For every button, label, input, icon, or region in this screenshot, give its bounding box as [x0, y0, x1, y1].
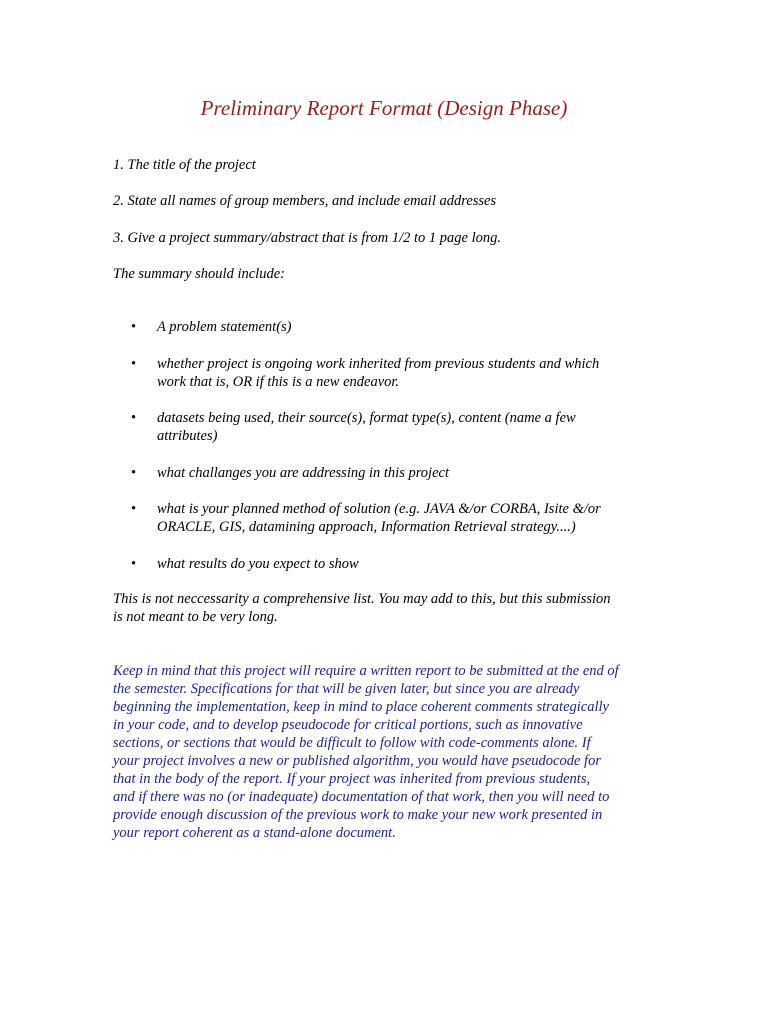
- bullet-dot-icon: •: [131, 356, 137, 372]
- item-project-title: 1. The title of the project: [113, 157, 256, 173]
- bullet-dot-icon: •: [131, 410, 137, 426]
- item-group-members: 2. State all names of group members, and include email addresses: [113, 193, 497, 209]
- bullet-text: what challanges you are addressing in this project: [157, 465, 449, 481]
- bullet-dot-icon: •: [131, 319, 137, 335]
- document-title: Preliminary Report Format (Design Phase): [200, 96, 568, 120]
- report-reminder: Keep in mind that this project will require a written report to be submitted at the end of the semester. Specifications for that will be given later, but since you are already beginning the implementation, keep in mind to place coherent comments strategically in your code, and to develop pseudocode for critical portions, such as innovative sections, or sections that would be difficult to follow with code-comments alone. If your project involves a new or published algorithm, you would have pseudocode for that in the body of the report. If your project was inherited from previous students, and if there was no (or inadequate) documentation of that work, then you will need to provide enough discussion of the previous work to make your new work presented in your report coherent as a stand-alone document.: [113, 663, 619, 841]
- bullet-dot-icon: •: [131, 465, 137, 481]
- bullet-text: what results do you expect to show: [157, 556, 359, 572]
- bullet-dot-icon: •: [131, 501, 137, 517]
- bullet-text: A problem statement(s): [157, 319, 292, 335]
- bullet-dot-icon: •: [131, 556, 137, 572]
- bullet-text: what is your planned method of solution (e.g. JAVA &/or CORBA, Isite &/or ORACLE, GIS, datamining approach, Information Retrieval strategy....): [157, 501, 601, 535]
- bullet-text: whether project is ongoing work inherited from previous students and which work that is, OR if this is a new endeavor.: [157, 356, 600, 390]
- item-project-summary: 3. Give a project summary/abstract that is from 1/2 to 1 page long.: [113, 230, 501, 246]
- summary-intro: The summary should include:: [113, 266, 285, 282]
- closing-note: This is not neccessarity a comprehensive list. You may add to this, but this submission is not meant to be very long.: [113, 591, 611, 625]
- bullet-text: datasets being used, their source(s), format type(s), content (name a few attributes): [157, 410, 576, 444]
